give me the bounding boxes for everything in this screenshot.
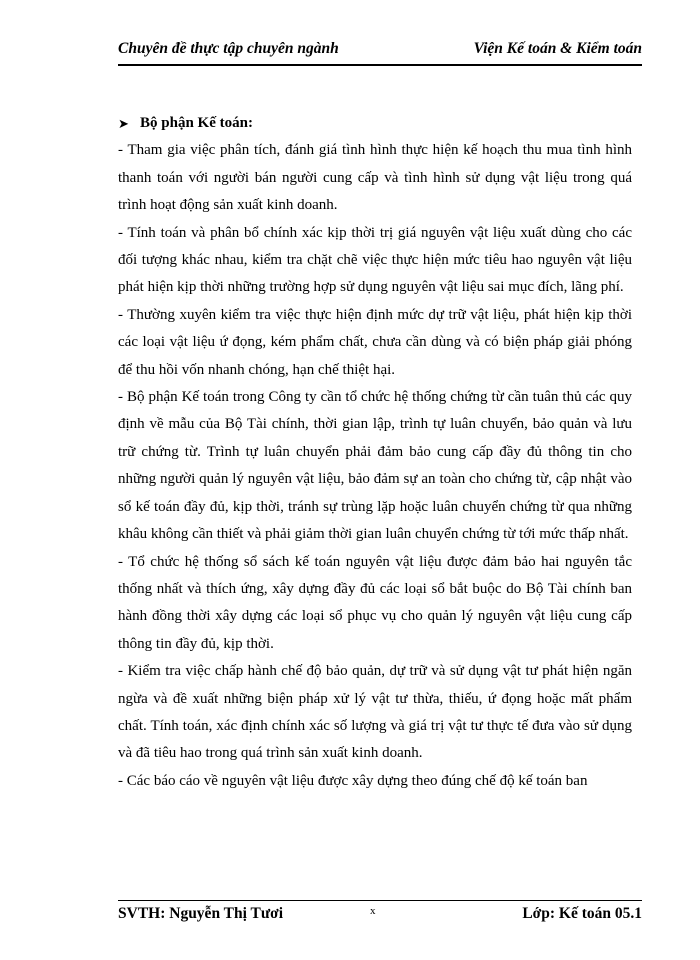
paragraph-1: - Tham gia việc phân tích, đánh giá tình hình thực hiện kế hoạch thu mua tình hình thanh toán với người bán người cung cấp và tình hình sử dụng vật liệu trong quá trình hoạt động sản xuất kinh doanh. [118,142,632,214]
header-right-title: Viện Kế toán & Kiểm toán [473,40,642,57]
paragraph-6: - Kiểm tra việc chấp hành chế độ bảo quản, dự trữ và sử dụng vật tư phát hiện ngăn ngừa và đề xuất những biện pháp xử lý vật tư thừa, thiếu, ứ đọng hoặc mất phẩm chất. Tính toán, xác định chính xác số lượng và giá trị vật tư thực tế đưa vào sử dụng và đã tiêu hao trong quá trình sản xuất kinh doanh. [118,663,632,762]
paragraph-2: - Tính toán và phân bổ chính xác kịp thời trị giá nguyên vật liệu xuất dùng cho các đối tượng khác nhau, kiểm tra chặt chẽ việc thực hiện mức tiêu hao nguyên vật liệu phát hiện kịp thời những trường hợp sử dụng nguyên vật liệu sai mục đích, lãng phí. [118,224,632,296]
page-header [118,36,642,66]
paragraph-5: - Tổ chức hệ thống sổ sách kế toán nguyên vật liệu được đảm bảo hai nguyên tắc thống nhất và thích ứng, xây dựng đầy đủ các loại sổ bắt buộc do Bộ Tài chính ban hành đồng thời xây dựng các loại sổ phục vụ cho quản lý nguyên vật liệu cung cấp thông tin đầy đủ, kịp thời. [118,553,632,652]
footer-student-name: SVTH: Nguyễn Thị Tươi [118,905,284,922]
paragraph-4: - Bộ phận Kế toán trong Công ty cần tổ chức hệ thống chứng từ cần tuân thủ các quy định về mẫu của Bộ Tài chính, thời gian lập, trình tự luân chuyển, bảo quản và lưu trữ chứng từ. Trình tự luân chuyển phải đảm bảo cung cấp đầy đủ thông tin cho những người quản lý nguyên vật liệu, bảo đảm sự an toàn cho chứng từ, cập nhật vào sổ kế toán đầy đủ, kịp thời, tránh sự trùng lặp hoặc luân chuyển chứng từ qua những khâu không cần thiết và phải giảm thời gian luân chuyển chứng từ tới mức thấp nhất. [118,389,632,543]
paragraph-3: - Thường xuyên kiểm tra việc thực hiện định mức dự trữ vật liệu, phát hiện kịp thời các loại vật liệu ứ đọng, kém phẩm chất, chưa cần dùng và có biện pháp giải phóng để thu hồi vốn nhanh chóng, hạn chế thiệt hại. [118,306,632,378]
section-heading [118,110,632,137]
footer-page-number: x [370,905,376,917]
paragraph-7: - Các báo cáo về nguyên vật liệu được xây dựng theo đúng chế độ kế toán ban [118,772,588,789]
arrow-bullet-icon: ➤ [118,116,129,131]
footer-class-name: Lớp: Kế toán 05.1 [522,905,642,922]
section-heading-text: Bộ phận Kế toán: [140,115,253,131]
page-content [118,110,632,795]
page-footer [118,900,642,931]
header-left-title: Chuyên đề thực tập chuyên ngành [118,40,339,57]
